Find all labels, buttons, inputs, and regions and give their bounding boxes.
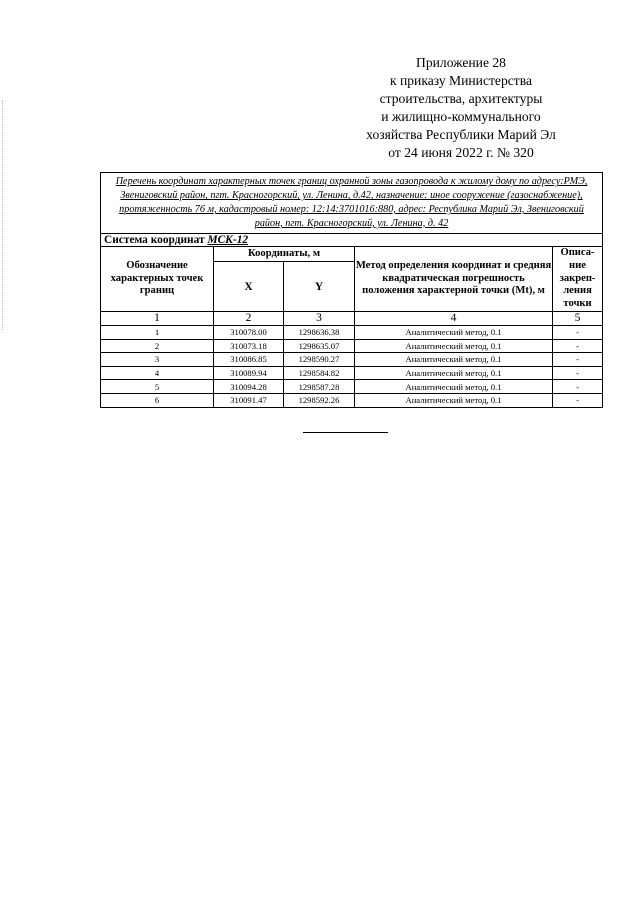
cell-x: 310086.85 bbox=[214, 353, 284, 367]
table-row bbox=[101, 380, 603, 394]
cell-fixing: - bbox=[553, 366, 603, 380]
header-fixing: Описа-ние закреп-ления точки bbox=[553, 247, 603, 312]
header-line: к приказу Министерства bbox=[389, 73, 533, 88]
header-line: Приложение 28 bbox=[416, 55, 506, 70]
cell-x: 310078.00 bbox=[214, 325, 284, 339]
cell-fixing: - bbox=[553, 353, 603, 367]
coordinate-system-name: МСК-12 bbox=[207, 234, 249, 246]
cell-point: 4 bbox=[101, 366, 214, 380]
table-title: Перечень координат характерных точек границ охранной зоны газопровода к жилому дому по адресу:РМЭ, Звениговский район, пгт. Красногорский, ул. Ленина, д.42, назначение: иное сооружение (газоснабжение), протяженность 76 м, кадастровый номер: 12:14:3701016:880, адрес: Республика Марий Эл, Звениговский район, пгт. Красногорский, ул. Ленина, д. 42 bbox=[101, 173, 603, 234]
table-row bbox=[101, 353, 603, 367]
table-row bbox=[101, 339, 603, 353]
table-row bbox=[101, 325, 603, 339]
cell-y: 1298635.07 bbox=[284, 339, 355, 353]
header-x: X bbox=[214, 262, 284, 312]
cell-point: 3 bbox=[101, 353, 214, 367]
closing-divider-line bbox=[303, 432, 388, 433]
cell-y: 1298584.82 bbox=[284, 366, 355, 380]
cell-fixing: - bbox=[553, 380, 603, 394]
cell-method: Аналитический метод, 0.1 bbox=[355, 353, 553, 367]
appendix-header bbox=[330, 54, 592, 162]
table-row bbox=[101, 393, 603, 407]
header-y: Y bbox=[284, 262, 355, 312]
cell-method: Аналитический метод, 0.1 bbox=[355, 366, 553, 380]
header-line: строительства, архитектуры bbox=[379, 91, 543, 106]
column-number: 2 bbox=[214, 311, 284, 325]
cell-method: Аналитический метод, 0.1 bbox=[355, 325, 553, 339]
cell-fixing: - bbox=[553, 393, 603, 407]
cell-point: 2 bbox=[101, 339, 214, 353]
coordinate-system-row bbox=[101, 234, 603, 247]
column-number: 5 bbox=[553, 311, 603, 325]
scan-margin-mark bbox=[2, 100, 3, 330]
cell-method: Аналитический метод, 0.1 bbox=[355, 393, 553, 407]
column-number: 1 bbox=[101, 311, 214, 325]
column-number: 4 bbox=[355, 311, 553, 325]
header-line: хозяйства Республики Марий Эл bbox=[366, 127, 556, 142]
cell-x: 310094.28 bbox=[214, 380, 284, 394]
cell-method: Аналитический метод, 0.1 bbox=[355, 339, 553, 353]
cell-x: 310091.47 bbox=[214, 393, 284, 407]
cell-point: 6 bbox=[101, 393, 214, 407]
header-line: и жилищно-коммунального bbox=[381, 109, 541, 124]
header-coordinates: Координаты, м bbox=[214, 247, 355, 262]
cell-y: 1298590.27 bbox=[284, 353, 355, 367]
coordinate-system-label: Система координат bbox=[104, 234, 205, 246]
cell-y: 1298592.26 bbox=[284, 393, 355, 407]
column-number: 3 bbox=[284, 311, 355, 325]
cell-fixing: - bbox=[553, 325, 603, 339]
cell-x: 310089.94 bbox=[214, 366, 284, 380]
cell-y: 1298587.28 bbox=[284, 380, 355, 394]
cell-x: 310073.18 bbox=[214, 339, 284, 353]
column-number-row bbox=[101, 311, 603, 325]
cell-point: 1 bbox=[101, 325, 214, 339]
table-row bbox=[101, 366, 603, 380]
header-method: Метод определения координат и средняя квадратическая погрешность положения характерной точки (Mt), м bbox=[355, 247, 553, 312]
cell-point: 5 bbox=[101, 380, 214, 394]
coordinates-table bbox=[100, 172, 603, 408]
cell-method: Аналитический метод, 0.1 bbox=[355, 380, 553, 394]
header-point: Обозначение характерных точек границ bbox=[101, 247, 214, 312]
header-line: от 24 июня 2022 г. № 320 bbox=[388, 145, 534, 160]
cell-y: 1298636.38 bbox=[284, 325, 355, 339]
cell-fixing: - bbox=[553, 339, 603, 353]
